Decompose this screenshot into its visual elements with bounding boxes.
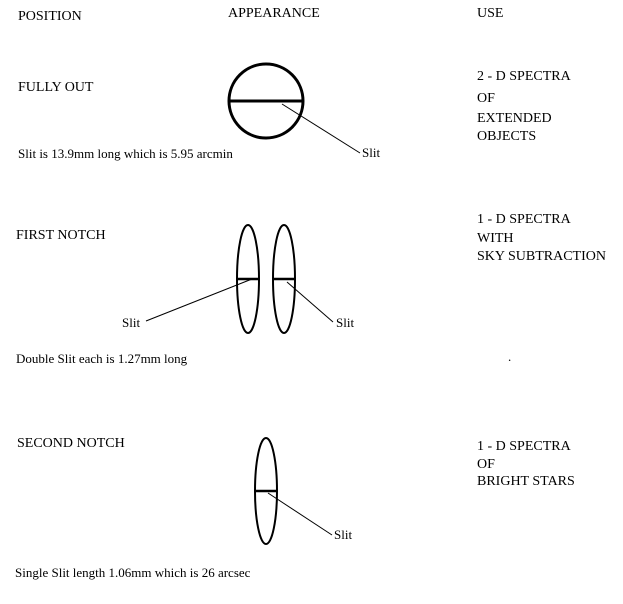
use-second-notch-line-3: BRIGHT STARS — [477, 474, 575, 489]
use-first-notch-line-1: 1 - D SPECTRA — [477, 212, 571, 227]
use-fully-out-line-2: OF — [477, 91, 495, 106]
use-fully-out-line-4: OBJECTS — [477, 129, 537, 144]
position-second-notch: SECOND NOTCH — [17, 436, 125, 451]
use-first-notch-line-2: WITH — [477, 231, 514, 246]
slit-label-second-notch: Slit — [334, 527, 353, 542]
use-second-notch-line-2: OF — [477, 457, 495, 472]
slit-label-first-notch-right: Slit — [336, 315, 355, 330]
header-appearance: APPEARANCE — [228, 6, 320, 21]
note-second-notch: Single Slit length 1.06mm which is 26 arcsec — [15, 565, 251, 580]
note-first-notch: Double Slit each is 1.27mm long — [16, 351, 188, 366]
use-fully-out-line-3: EXTENDED — [477, 111, 552, 126]
header-use: USE — [477, 6, 504, 21]
position-fully-out: FULLY OUT — [18, 80, 94, 95]
stray-dot: . — [508, 349, 512, 364]
use-first-notch-line-3: SKY SUBTRACTION — [477, 249, 606, 264]
fully-out-aperture — [229, 64, 360, 153]
fully-out-leader — [282, 104, 360, 153]
first-notch-left-leader — [146, 279, 252, 321]
slit-label-fully-out: Slit — [362, 145, 381, 160]
first-notch-aperture — [146, 225, 333, 333]
note-fully-out: Slit is 13.9mm long which is 5.95 arcmin — [18, 146, 233, 161]
use-second-notch-line-1: 1 - D SPECTRA — [477, 439, 571, 454]
position-first-notch: FIRST NOTCH — [16, 228, 106, 243]
header-position: POSITION — [18, 9, 82, 24]
second-notch-aperture — [255, 438, 332, 544]
second-notch-leader — [268, 493, 332, 535]
use-fully-out-line-1: 2 - D SPECTRA — [477, 69, 571, 84]
slit-label-first-notch-left: Slit — [122, 315, 141, 330]
